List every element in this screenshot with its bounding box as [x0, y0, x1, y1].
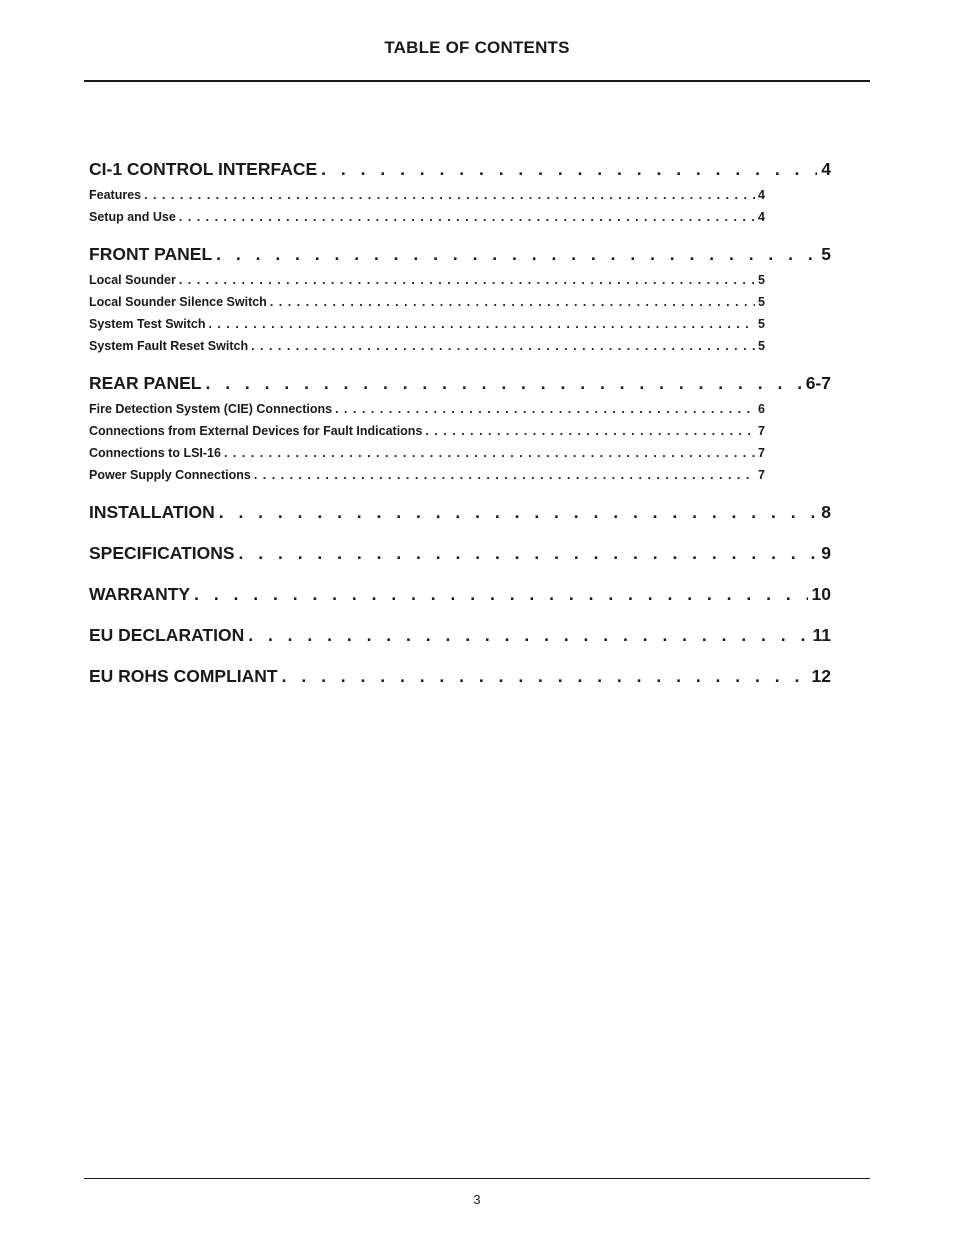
toc-entry-title: EU ROHS COMPLIANT: [89, 666, 278, 686]
toc-subentry-title: Fire Detection System (CIE) Connections: [89, 402, 333, 416]
toc-entry: [89, 622, 831, 646]
toc-entry-page: 8: [821, 502, 831, 522]
dot-leader: [179, 273, 755, 287]
toc-entry-page: 9: [821, 543, 831, 563]
dot-leader: [335, 402, 755, 416]
toc-subentry-title: Connections from External Devices for Fault Indications: [89, 424, 423, 438]
toc-entry-title: WARRANTY: [89, 584, 191, 604]
toc-subentry: [89, 202, 765, 224]
toc-subentry: [89, 331, 765, 353]
toc-entry: [89, 581, 831, 605]
toc-entry-page: 10: [811, 584, 831, 604]
dot-leader: [208, 317, 755, 331]
toc-subentry: [89, 309, 765, 331]
toc-subentry-page: 5: [758, 295, 765, 309]
dot-leader: [144, 188, 755, 202]
dot-leader: [216, 244, 817, 265]
toc-section: [89, 540, 831, 564]
page-title: TABLE OF CONTENTS: [384, 38, 570, 57]
toc-subentry-page: 5: [758, 317, 765, 331]
toc-subentry-title: Local Sounder Silence Switch: [89, 295, 267, 309]
toc-entry-title: FRONT PANEL: [89, 244, 213, 264]
toc-subentry-page: 7: [758, 468, 765, 482]
dot-leader: [179, 210, 755, 224]
dot-leader: [270, 295, 755, 309]
dot-leader: [224, 446, 755, 460]
toc-entry-page: 12: [811, 666, 831, 686]
toc-subentry-page: 5: [758, 339, 765, 353]
toc-subentry-title: System Fault Reset Switch: [89, 339, 249, 353]
dot-leader: [254, 468, 755, 482]
toc-subentry: [89, 460, 765, 482]
toc-entry-title: SPECIFICATIONS: [89, 543, 235, 563]
dot-leader: [251, 339, 755, 353]
toc-entry-title: REAR PANEL: [89, 373, 202, 393]
toc-subentry-page: 7: [758, 424, 765, 438]
toc-section: [89, 499, 831, 523]
toc-section: [89, 581, 831, 605]
header-divider: [84, 80, 870, 82]
toc-subentry-page: 4: [758, 188, 765, 202]
toc-subentry: [89, 438, 765, 460]
toc-subentry-page: 6: [758, 402, 765, 416]
toc-subentry-title: Connections to LSI-16: [89, 446, 221, 460]
toc-entry-title: CI-1 CONTROL INTERFACE: [89, 159, 318, 179]
toc-subentry-title: Local Sounder: [89, 273, 176, 287]
toc-subentry-title: System Test Switch: [89, 317, 206, 331]
toc-subentry: [89, 265, 765, 287]
toc-entry-page: 11: [812, 625, 831, 645]
footer-divider: [84, 1178, 870, 1179]
toc-subentry: [89, 394, 765, 416]
toc-entry: [89, 370, 831, 394]
toc-entry-page: 5: [821, 244, 831, 264]
toc-entry-title: EU DECLARATION: [89, 625, 245, 645]
dot-leader: [219, 502, 818, 523]
dot-leader: [425, 424, 755, 438]
toc-entry-title: INSTALLATION: [89, 502, 215, 522]
dot-leader: [248, 625, 808, 646]
page-number: 3: [473, 1192, 481, 1207]
toc-section: [89, 370, 831, 482]
toc-entry: [89, 241, 831, 265]
toc-entry: [89, 663, 831, 687]
toc-entry: [89, 540, 831, 564]
dot-leader: [321, 159, 817, 180]
toc-subentry: [89, 287, 765, 309]
toc-subentry-title: Setup and Use: [89, 210, 176, 224]
toc-subentry-title: Power Supply Connections: [89, 468, 251, 482]
dot-leader: [194, 584, 807, 605]
toc-subentry: [89, 180, 765, 202]
toc-subentry-page: 5: [758, 273, 765, 287]
toc-entry-page: 4: [821, 159, 831, 179]
dot-leader: [282, 666, 808, 687]
dot-leader: [239, 543, 818, 564]
toc-subentry: [89, 416, 765, 438]
toc-subentry-page: 7: [758, 446, 765, 460]
table-of-contents: [89, 156, 831, 704]
toc-section: [89, 622, 831, 646]
toc-subentry-title: Features: [89, 188, 142, 202]
toc-subentry-page: 4: [758, 210, 765, 224]
toc-entry: [89, 156, 831, 180]
toc-section: [89, 241, 831, 353]
toc-section: [89, 663, 831, 687]
toc-entry: [89, 499, 831, 523]
dot-leader: [205, 373, 801, 394]
toc-section: [89, 156, 831, 224]
toc-entry-page: 6-7: [805, 373, 831, 393]
